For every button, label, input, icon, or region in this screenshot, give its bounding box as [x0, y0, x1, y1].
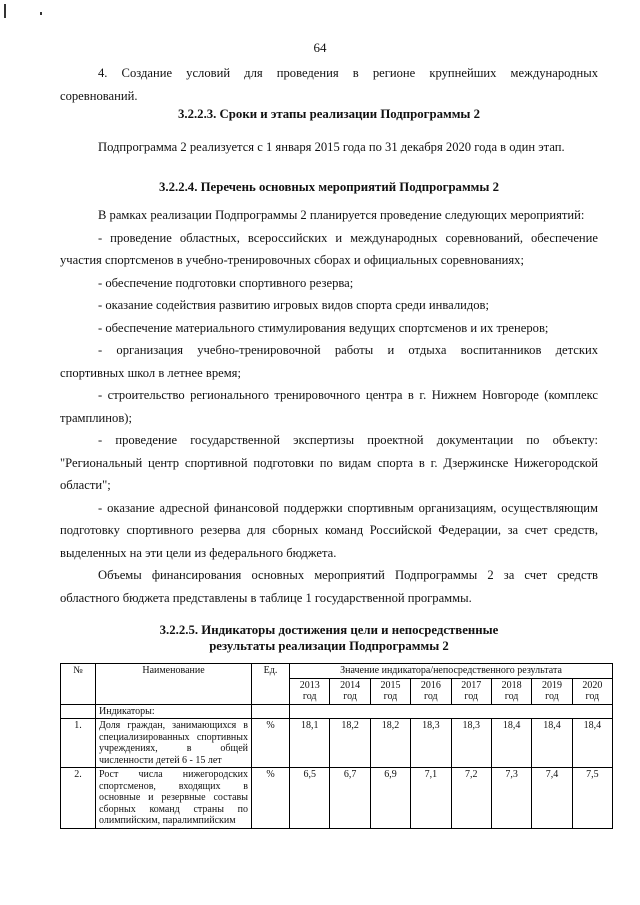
- row-1-value-2019: 18,4: [532, 719, 572, 768]
- item-4-line1: 4. Создание условий для проведения в регионе крупнейших международных: [98, 66, 598, 80]
- scan-edge-mark: [4, 4, 6, 18]
- row-1-value-2015: 18,2: [370, 719, 410, 768]
- section-3223-line: Подпрограмма 2 реализуется с 1 января 2015 года по 31 декабря 2020 года в один этап.: [98, 140, 565, 154]
- year-2020: 2020 год: [572, 678, 612, 704]
- row-2-value-2013: 6,5: [290, 768, 330, 829]
- item-4-paragraph: [60, 62, 598, 107]
- row-1-no: 1.: [61, 719, 96, 768]
- row-1-name: Доля граждан, занимающихся в специализированных спортивных учреждениях, в общей численности детей 6 - 15 лет: [96, 719, 252, 768]
- list-item-5-line1: - организация учебно-тренировочной работы и отдыха воспитанников детских: [98, 343, 598, 357]
- row-2-unit: %: [252, 768, 290, 829]
- section-3225-heading: [60, 622, 598, 654]
- table-header-row-1: [61, 664, 613, 679]
- year-2017: 2017 год: [451, 678, 491, 704]
- list-item-5-line2: спортивных школ в летнее время;: [60, 365, 241, 380]
- table-indicators-label-row: [61, 704, 613, 719]
- section-3224-heading: 3.2.2.4. Перечень основных мероприятий Подпрограммы 2: [159, 180, 499, 194]
- page-number: 64: [313, 40, 327, 55]
- list-item-6-line2: трамплинов);: [60, 410, 132, 425]
- row-2-value-2016: 7,1: [411, 768, 451, 829]
- indicators-label: Индикаторы:: [96, 704, 252, 719]
- table-row: [61, 768, 613, 829]
- row-2-value-2018: 7,3: [491, 768, 531, 829]
- funding-line1: Объемы финансирования основных мероприятий Подпрограммы 2 за счет средств: [98, 568, 598, 582]
- list-item-6-line1: - строительство регионального тренировочного центра в г. Нижнем Новгороде (комплекс: [98, 388, 598, 402]
- section-3223-text: [60, 136, 598, 159]
- row-1-value-2020: 18,4: [572, 719, 612, 768]
- row-2-value-2017: 7,2: [451, 768, 491, 829]
- year-2016: 2016 год: [411, 678, 451, 704]
- header-no: №: [61, 664, 96, 705]
- year-2015: 2015 год: [370, 678, 410, 704]
- row-1-unit: %: [252, 719, 290, 768]
- row-2-value-2015: 6,9: [370, 768, 410, 829]
- indicators-table: [60, 663, 613, 829]
- year-2014: 2014 год: [330, 678, 370, 704]
- list-item-2: - обеспечение подготовки спортивного резерва;: [98, 275, 354, 290]
- list-item-8-line3: выделенных на эти цели из федерального бюджета.: [60, 545, 337, 560]
- header-values: Значение индикатора/непосредственного результата: [290, 664, 613, 679]
- row-1-value-2018: 18,4: [491, 719, 531, 768]
- list-item-3: - оказание содействия развитию игровых видов спорта среди инвалидов;: [98, 298, 489, 312]
- year-2019: 2019 год: [532, 678, 572, 704]
- list-item-8-line2: подготовку спортивного резерва для сборных команд Российской Федерации, за счет средств,: [60, 523, 598, 537]
- row-1-value-2014: 18,2: [330, 719, 370, 768]
- row-1-value-2013: 18,1: [290, 719, 330, 768]
- table-row: [61, 719, 613, 768]
- header-name: Наименование: [96, 664, 252, 705]
- section-3223-heading: 3.2.2.3. Сроки и этапы реализации Подпрограммы 2: [177, 107, 481, 121]
- list-item-4: - обеспечение материального стимулирования ведущих спортсменов и их тренеров;: [98, 320, 549, 335]
- list-item-7-line3: области";: [60, 478, 111, 492]
- row-1-value-2017: 18,3: [451, 719, 491, 768]
- row-2-no: 2.: [61, 768, 96, 829]
- row-1-value-2016: 18,3: [411, 719, 451, 768]
- year-2013: 2013 год: [290, 678, 330, 704]
- section-3224-body: [60, 204, 598, 609]
- item-4-line2: соревнований.: [60, 88, 138, 103]
- row-2-name: Рост числа нижегородских спортсменов, входящих в основные и резервные составы сборных команд страны по олимпийским, паралимпийским: [96, 768, 252, 829]
- row-2-value-2014: 6,7: [330, 768, 370, 829]
- list-item-7-line1: - проведение государственной экспертизы проектной документации по объекту:: [98, 433, 598, 447]
- list-item-1-line2: участия спортсменов в учебно-тренировочных сборах и официальных соревнованиях;: [60, 253, 524, 267]
- section-3224-intro: В рамках реализации Подпрограммы 2 планируется проведение следующих мероприятий:: [98, 208, 585, 222]
- header-unit: Ед.: [252, 664, 290, 705]
- year-2018: 2018 год: [491, 678, 531, 704]
- scan-dot-mark: [40, 12, 42, 15]
- list-item-7-line2: "Региональный центр спортивной подготовки по видам спорта в г. Дзержинске Нижегородской: [60, 455, 598, 470]
- section-3225-heading-line1: 3.2.2.5. Индикаторы достижения цели и непосредственные: [159, 623, 499, 637]
- funding-line2: областного бюджета представлены в таблице 1 государственной программы.: [60, 590, 472, 605]
- row-2-value-2020: 7,5: [572, 768, 612, 829]
- list-item-1-line1: - проведение областных, всероссийских и международных соревнований, обеспечение: [98, 230, 598, 245]
- list-item-8-line1: - оказание адресной финансовой поддержки спортивным организациям, осуществляющим: [98, 500, 598, 515]
- row-2-value-2019: 7,4: [532, 768, 572, 829]
- section-3225-heading-line2: результаты реализации Подпрограммы 2: [209, 639, 449, 653]
